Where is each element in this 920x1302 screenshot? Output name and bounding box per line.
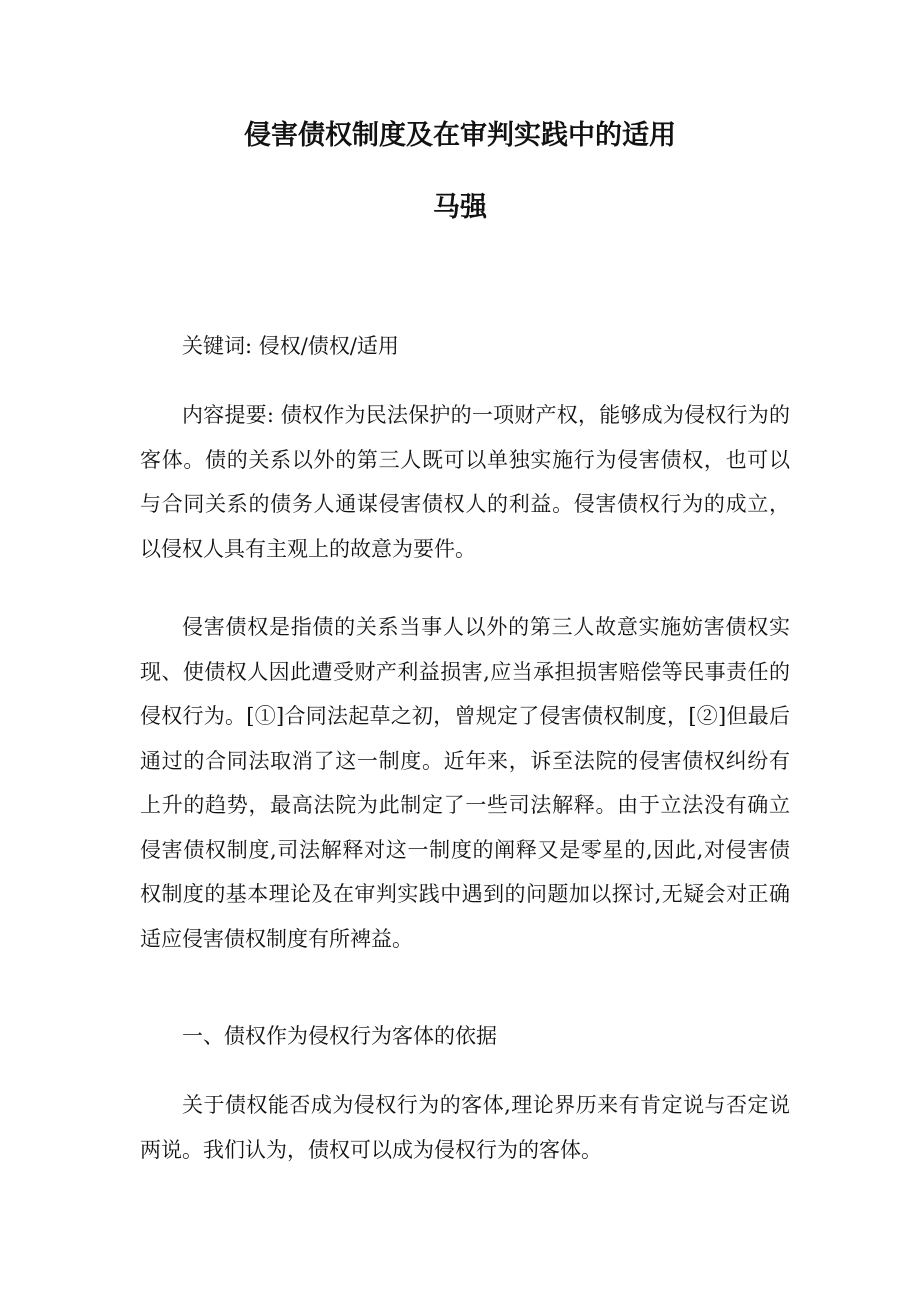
section-heading: 一、债权作为侵权行为客体的依据 (182, 1024, 497, 1048)
document-title: 侵害债权制度及在审判实践中的适用 (244, 120, 676, 151)
body-paragraph-2: 关于债权能否成为侵权行为的客体,理论界历来有肯定说与否定说两说。我们认为，债权可以成为侵权行为的客体。 (140, 1093, 790, 1162)
document-author: 马强 (433, 192, 487, 223)
keywords-line: 关键词: 侵权/债权/适用 (182, 334, 399, 358)
body-paragraph-1: 侵害债权是指债的关系当事人以外的第三人故意实施妨害债权实现、使债权人因此遭受财产利益损害,应当承担损害赔偿等民事责任的侵权行为。[①]合同法起草之初，曾规定了侵害债权制度，[②]但最后通过的合同法取消了这一制度。近年来，诉至法院的侵害债权纠纷有上升的趋势，最高法院为此制定了一些司法解释。由于立法没有确立侵害债权制度,司法解释对这一制度的阐释又是零星的,因此,对侵害债权制度的基本理论及在审判实践中遇到的问题加以探讨,无疑会对正确适应侵害债权制度有所裨益。 (140, 615, 790, 951)
abstract-paragraph: 内容提要: 债权作为民法保护的一项财产权，能够成为侵权行为的客体。债的关系以外的第三人既可以单独实施行为侵害债权，也可以与合同关系的债务人通谋侵害债权人的利益。侵害债权行为的成立，以侵权人具有主观上的故意为要件。 (140, 403, 790, 561)
